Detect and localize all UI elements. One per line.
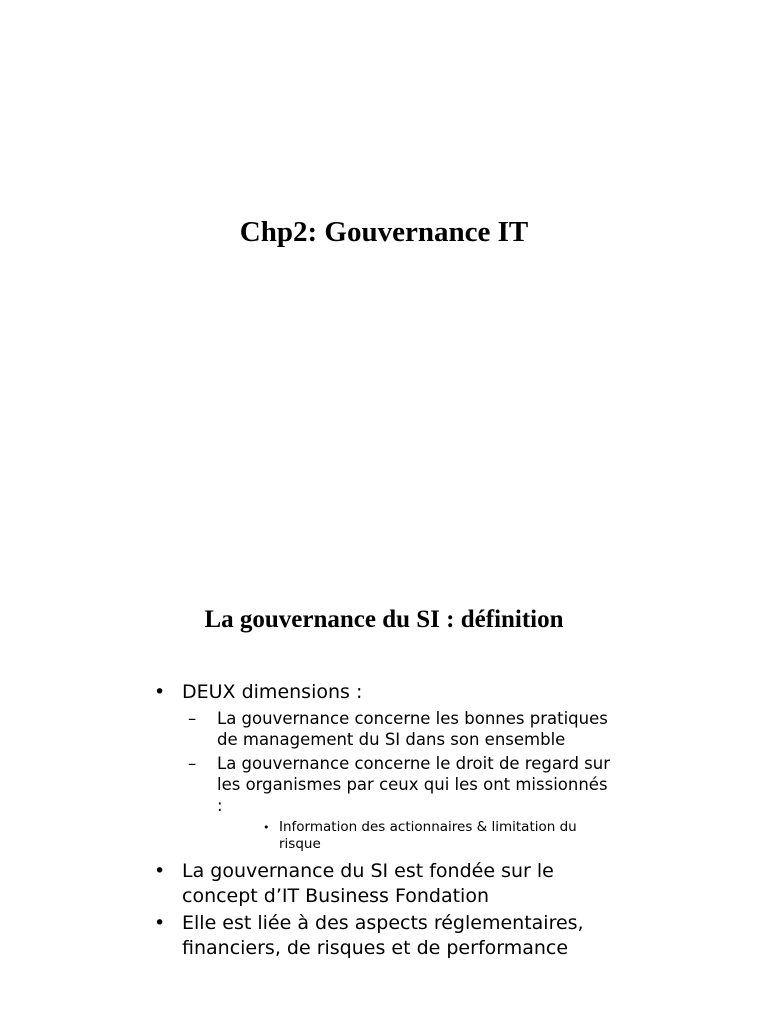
bullet-icon: • [263, 821, 270, 834]
dash-icon: – [188, 709, 197, 728]
slide-1-title: Chp2: Gouvernance IT [239, 216, 529, 248]
bullet-icon: • [154, 860, 166, 882]
bullet-item [153, 859, 613, 909]
bullet-text: La gouvernance du SI est fondée sur le concept d’IT Business Fondation [182, 860, 554, 907]
slide-2-bullet-list [153, 680, 613, 963]
slide-2-title: La gouvernance du SI : définition [204, 606, 564, 633]
sub-sub-bullet-item [263, 819, 613, 853]
bullet-icon: • [154, 912, 166, 934]
sub-bullet-list [182, 708, 613, 853]
bullet-icon: • [154, 681, 166, 703]
dash-icon: – [188, 754, 197, 773]
bullet-item [153, 911, 613, 961]
bullet-text: DEUX dimensions : [182, 681, 363, 703]
sub-bullet-item [188, 708, 613, 750]
sub-sub-bullet-list [217, 819, 613, 853]
sub-bullet-text: La gouvernance concerne les bonnes pratiques de management du SI dans son ensemble [217, 709, 608, 749]
sub-bullet-text: La gouvernance concerne le droit de regard sur les organismes par ceux qui les ont missionnés : [217, 754, 611, 815]
sub-bullet-item [188, 753, 613, 853]
sub-sub-bullet-text: Information des actionnaires & limitation du risque [279, 819, 577, 852]
bullet-item [153, 680, 613, 853]
bullet-text: Elle est liée à des aspects réglementaires, financiers, de risques et de performance [182, 912, 584, 959]
